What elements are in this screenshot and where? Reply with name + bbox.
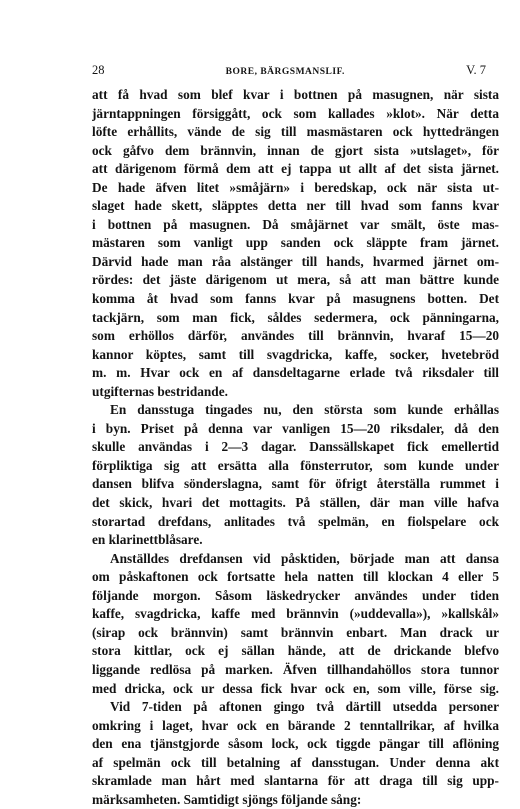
text-line: förpliktiga sig att ersätta alla fönsterrutor, som kunde under [92, 457, 499, 473]
text-line: m. m. Hvar ock en af dansdeltagarne erlade två riksdaler till [92, 365, 499, 381]
text-line: i byn. Priset på denna var vanligen 15—20 riksdaler, då den [92, 420, 499, 436]
body-text [92, 86, 499, 809]
text-line: som erhöllos därför, användes till brännvin, hvaraf 15—20 [92, 328, 499, 344]
text-line: järntappningen försiggått, ock som kallades »klot». När detta [92, 105, 499, 121]
text-line: mästaren som vanligt upp sanden ock släppte fram järnet. [92, 235, 499, 251]
text-line: löfte erhållits, vände de sig till masmästaren ock hyttedrängen [92, 124, 499, 140]
running-title: BORE, BÄRGSMANSLIF. [225, 67, 345, 77]
text-line: Därvid hade man råa alstänger till hands, hvarmed järnet om- [92, 253, 499, 269]
section-marker: V. 7 [466, 63, 486, 77]
text-line: i bottnen på masugnen. Då småjärnet var smält, öste mas- [92, 216, 499, 232]
text-line: kannor köptes, samt till svagdricka, kaffe, socker, hvetebröd [92, 346, 499, 362]
text-line: om påskaftonen ock fortsatte hela natten till klockan 4 eller 5 [92, 569, 499, 585]
page-header [92, 63, 486, 81]
text-line: en klarinettblåsare. [92, 532, 203, 548]
text-line: att därigenom förmå dem att ej tappa ut allt af det sista järnet. [92, 161, 499, 177]
text-line: ock gåfvo dem brännvin, innan de gjort sista »utslaget», för [92, 142, 499, 158]
text-line: (sirap ock brännvin) samt brännvin enbart. Man drack ur [92, 624, 499, 640]
text-line: Vid 7-tiden på aftonen gingo två därtill utsedda personer [110, 699, 499, 715]
page-number: 28 [92, 63, 105, 77]
text-line: rördes: det jäste därigenom ut mera, så att man bättre kunde [92, 272, 499, 288]
text-line: De hade äfven litet »småjärn» i beredskap, ock när sista ut- [92, 179, 499, 195]
text-line: kaffe, svagdricka, kaffe med brännvin (»uddevalla»), »kallskål» [92, 606, 499, 622]
text-line: omkring i laget, hvar ock en bärande 2 tenntallrikar, af hvilka [92, 717, 499, 733]
text-line: Anställdes drefdansen vid påsktiden, började man att dansa [110, 550, 499, 566]
text-line: slaget hade skett, släpptes detta ner till hvad som fanns kvar [92, 198, 499, 214]
text-line: komma åt hvad som fanns kvar på masugnens botten. Det [92, 291, 499, 307]
text-line: med dricka, ock ur dessa fick hvar ock en, som ville, förse sig. [92, 680, 499, 696]
text-line: följande morgon. Såsom läskedrycker användes under tiden [92, 587, 499, 603]
text-line: att få hvad som blef kvar i bottnen på masugnen, när sista [92, 87, 499, 102]
text-line: skulle användas i 2—3 dagar. Danssällskapet fick emellertid [92, 439, 499, 455]
text-line: det skick, hvari det mottagits. På ställen, där man ville hafva [92, 495, 499, 511]
text-line: skramlade man hårt med slantarna för att draga till sig upp- [92, 773, 499, 789]
text-line: dansen blifva sönderslagna, samt för öfrigt återställa rummet i [92, 476, 499, 492]
text-line: stora kittlar, ock ej sällan hände, att de drickande blefvo [92, 643, 499, 659]
text-line: af spelmän ock till betalning af dansstugan. Under denna akt [92, 754, 499, 770]
text-line: märksamheten. Samtidigt sjöngs följande sång: [92, 791, 362, 807]
text-line: utgifternas bestridande. [92, 383, 228, 399]
text-line: En dansstuga tingades nu, den största som kunde erhållas [110, 402, 499, 418]
text-line: tackjärn, som man fick, såldes sedermera, ock pänningarna, [92, 309, 499, 325]
text-line: storartad drefdans, anlitades två spelmän, en fiolspelare ock [92, 513, 499, 529]
text-line: liggande redlösa på marken. Äfven tillhandahöllos stora tunnor [92, 661, 499, 677]
text-line: den ena tjänstgjorde såsom lock, ock tiggde pängar till aflöning [92, 736, 499, 752]
